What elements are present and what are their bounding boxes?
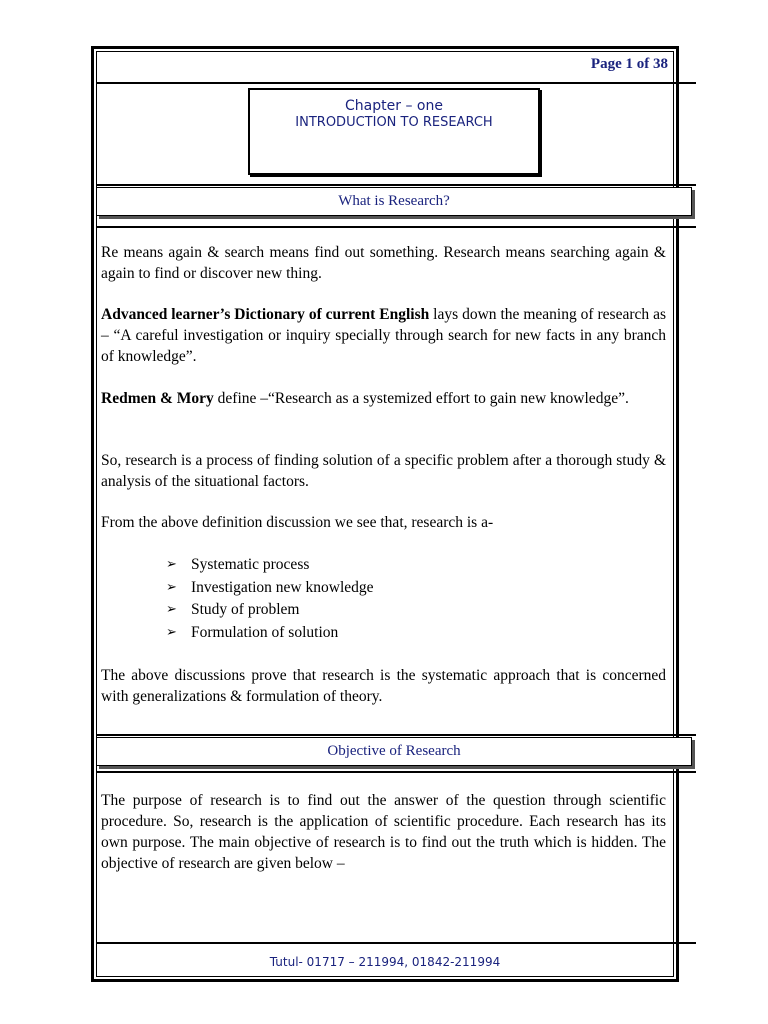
paragraph-text: The purpose of research is to find out the answer of the question through scientific procedure. So, research is the application of scientific procedure. Each research has its own purpose. The main objective of research is to find out the truth which is hidden. The objective of research are given below – (101, 792, 666, 872)
paragraph-definition (101, 242, 666, 284)
list-item (166, 577, 374, 600)
section2-bottom-rule (96, 771, 696, 773)
bold-term: Advanced learner’s Dictionary of current English (101, 306, 430, 323)
arrow-bullet-icon: ➢ (166, 624, 177, 640)
paragraph-text: Re means again & search means find out something. Research means searching again & again to find or discover new thing. (101, 244, 666, 282)
paragraph-text (101, 304, 666, 367)
list-item (166, 599, 374, 622)
section1-top-rule (96, 184, 696, 186)
paragraph-text (101, 388, 666, 409)
footer-rule (96, 942, 696, 944)
arrow-bullet-icon: ➢ (166, 602, 177, 617)
paragraph-dictionary (101, 304, 666, 367)
section-heading-what-is-research: What is Research? (96, 187, 692, 216)
arrow-bullet-icon: ➢ (166, 579, 177, 595)
list-item-text: Study of problem (191, 601, 300, 618)
list-item-text: Systematic process (191, 556, 310, 573)
bold-term: Redmen & Mory (101, 390, 214, 407)
section1-bottom-rule (96, 226, 696, 228)
paragraph-objective (101, 790, 666, 874)
section-heading-objective: Objective of Research (96, 737, 692, 766)
paragraph-process (101, 450, 666, 492)
list-item-text: Formulation of solution (191, 623, 339, 641)
section2-top-rule (96, 734, 696, 736)
research-characteristics-list (166, 554, 374, 644)
paragraph-text: So, research is a process of finding solution of a specific problem after a thorough study & analysis of the situational factors. (101, 452, 666, 490)
list-item (166, 554, 374, 577)
arrow-bullet-icon: ➢ (166, 557, 177, 572)
chapter-title-box (248, 88, 540, 175)
paragraph-conclusion (101, 665, 666, 707)
chapter-label: Chapter – one (345, 98, 443, 114)
paragraph-text: The above discussions prove that research is the systematic approach that is concerned with generalizations & formulation of theory. (101, 667, 666, 705)
list-item-text: Investigation new knowledge (191, 578, 374, 596)
paragraph-text: From the above definition discussion we see that, research is a- (101, 514, 494, 531)
page-number: Page 1 of 38 (590, 56, 668, 72)
paragraph-rest: lays down the meaning of research as – “A careful investigation or inquiry specially through search for new facts in any branch of knowledge”. (101, 306, 666, 365)
list-item (166, 622, 374, 645)
chapter-title: INTRODUCTION TO RESEARCH (295, 115, 493, 130)
paragraph-rest: define –“Research as a systemized effort to gain new knowledge”. (213, 390, 629, 407)
footer-contact: Tutul- 01717 – 211994, 01842-211994 (269, 955, 501, 969)
header-rule (96, 82, 696, 84)
paragraph-intro-list (101, 512, 666, 533)
paragraph-redmen-mory (101, 388, 666, 409)
